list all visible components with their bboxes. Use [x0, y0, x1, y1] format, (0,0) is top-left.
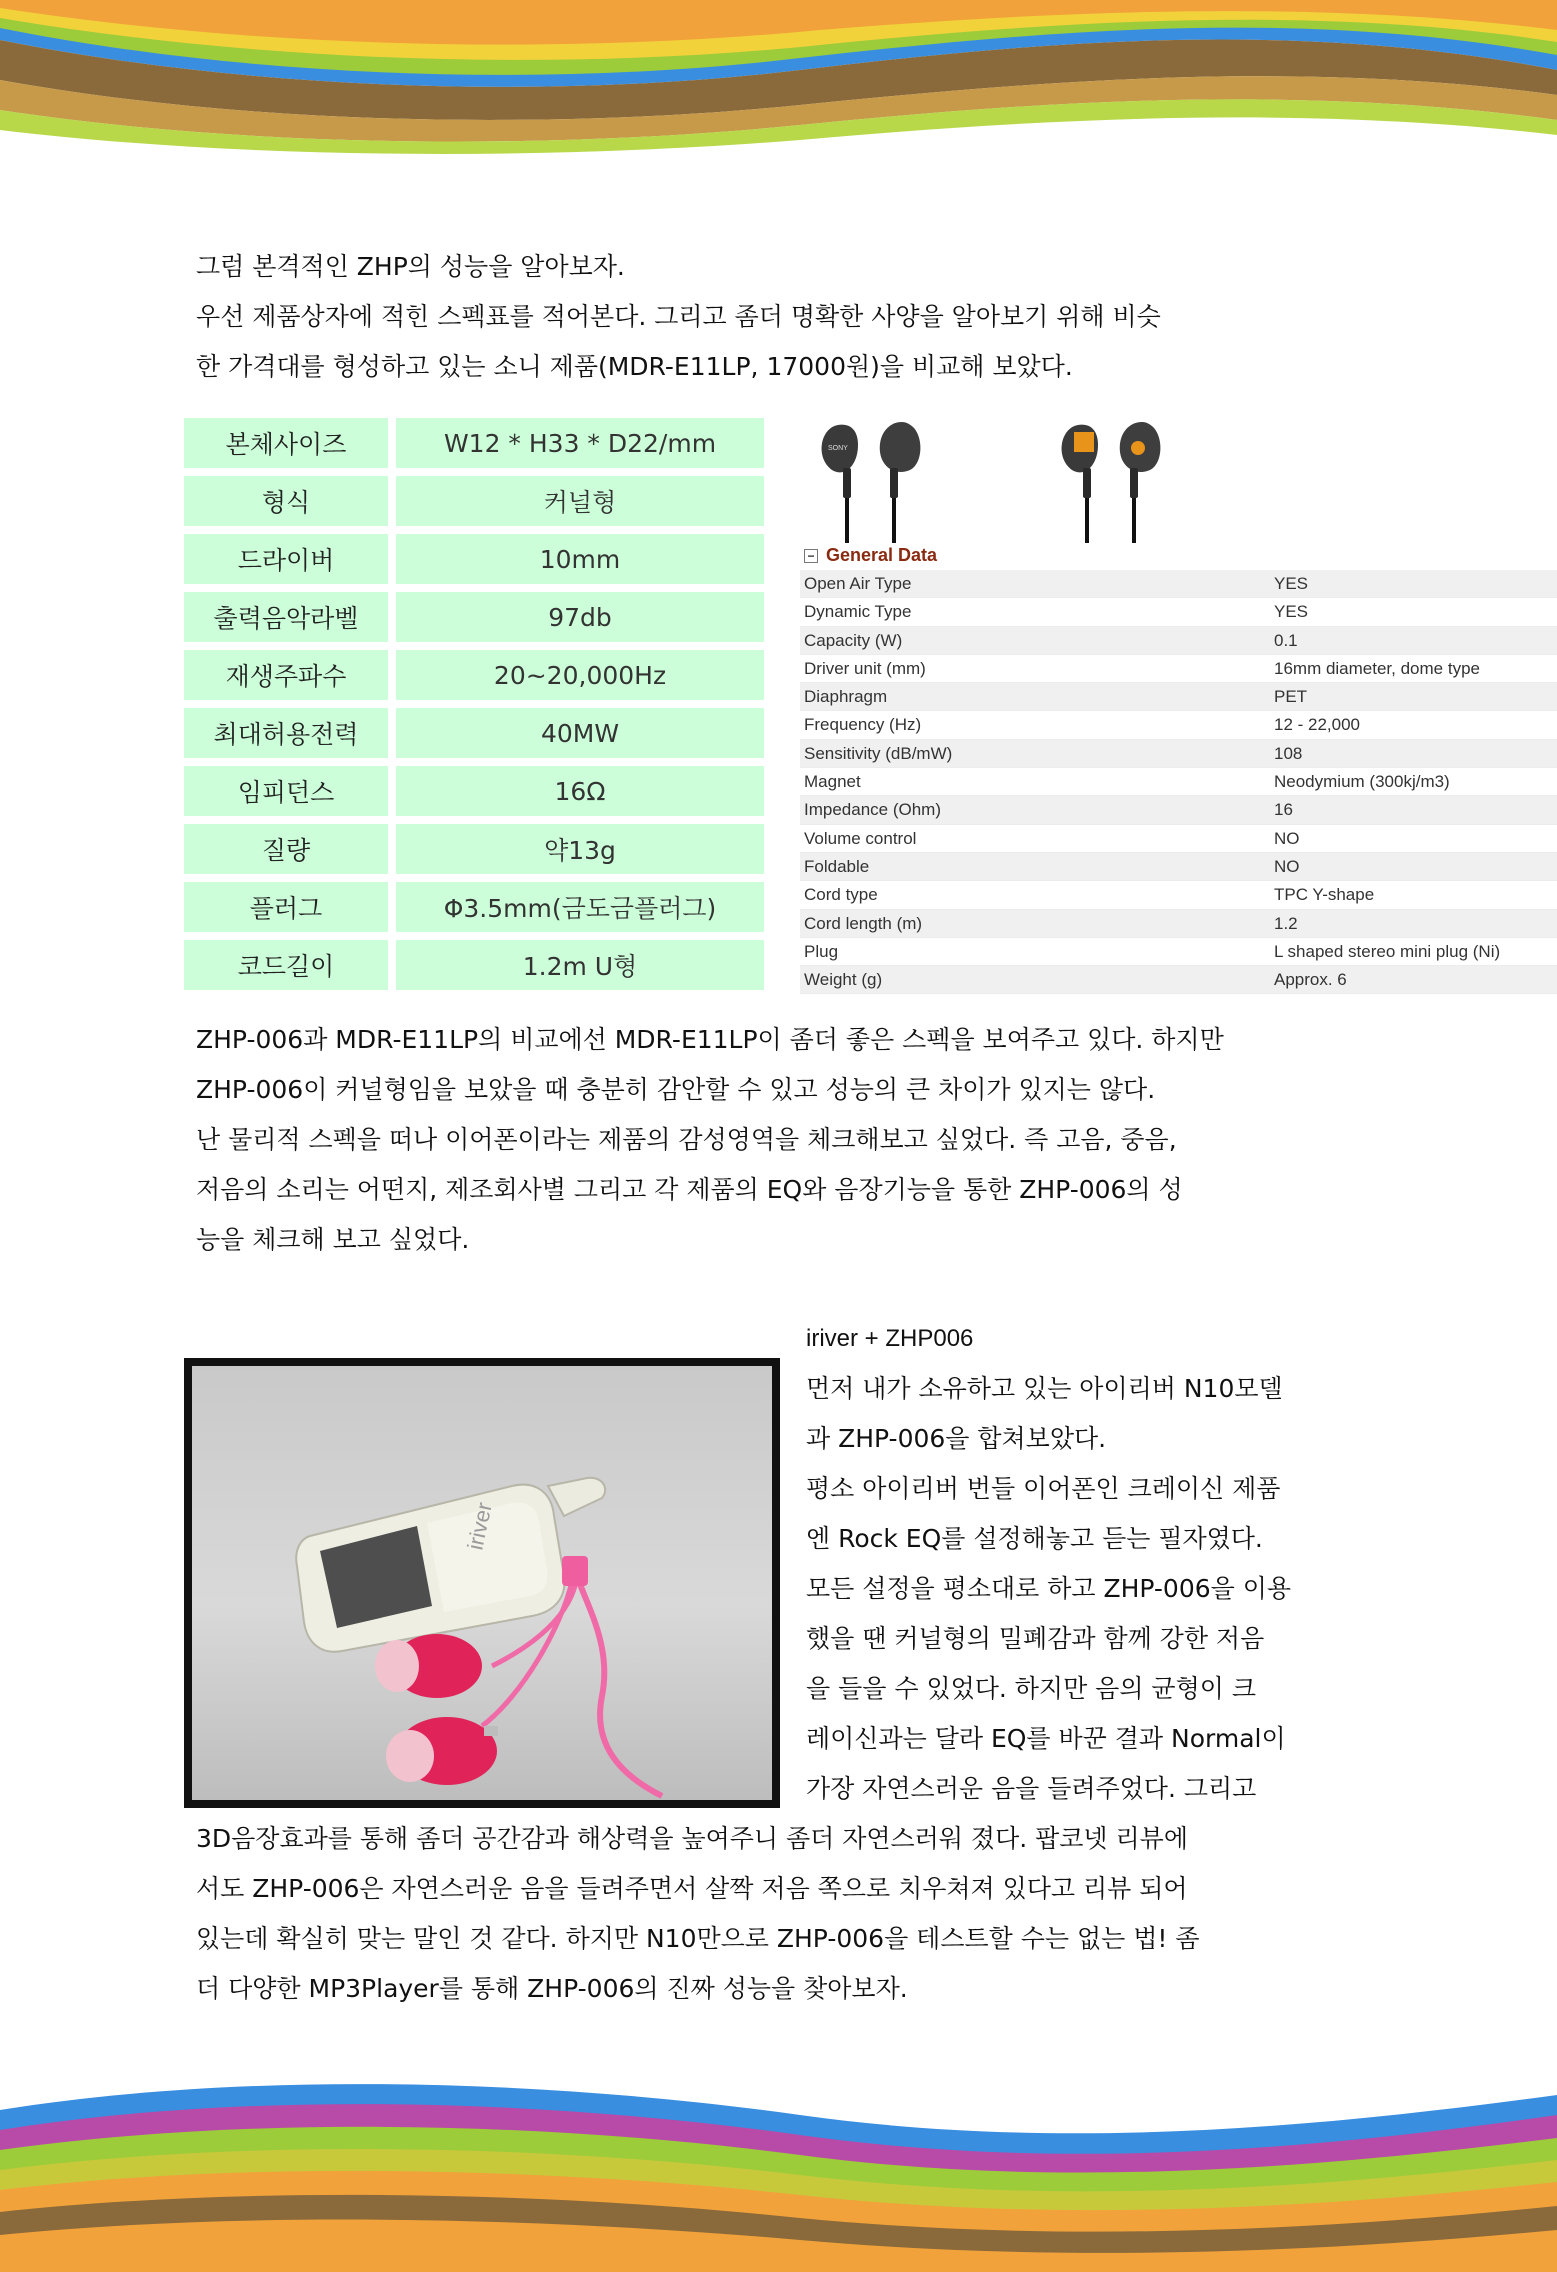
tail-line: 3D음장효과를 통해 좀더 공간감과 해상력을 높여주니 좀더 자연스러워 졌다. 팝코넷 리뷰에 — [196, 1824, 1188, 1853]
tail-line: 서도 ZHP-006은 자연스러운 음을 들려주면서 살짝 저음 쪽으로 치우쳐져 있다고 리뷰 되어 — [196, 1874, 1188, 1903]
bottom-wave-decoration — [0, 2070, 1557, 2272]
table-row — [800, 853, 1557, 881]
gd-label: Plug — [804, 941, 839, 961]
compare-line: ZHP-006과 MDR-E11LP의 비교에선 MDR-E11LP이 좀더 좋은 스펙을 보여주고 있다. 하지만 — [196, 1025, 1224, 1054]
side-line: 을 들을 수 있었다. 하지만 음의 균형이 크 — [806, 1674, 1256, 1703]
gd-label: Cord length (m) — [804, 913, 923, 933]
table-row — [800, 655, 1557, 683]
side-line: 엔 Rock EQ를 설정해놓고 듣는 필자였다. — [806, 1524, 1263, 1553]
table-row — [800, 938, 1557, 966]
general-data-header — [804, 545, 937, 566]
table-row — [800, 598, 1557, 626]
zhp-spec-table — [176, 410, 772, 998]
gd-value: YES — [1274, 602, 1309, 622]
side-line: 모든 설정을 평소대로 하고 ZHP-006을 이용 — [806, 1574, 1292, 1603]
intro-line: 그럼 본격적인 ZHP의 성능을 알아보자. — [196, 252, 625, 281]
spec-label: 형식 — [184, 476, 388, 526]
table-row — [184, 534, 764, 584]
table-row — [184, 708, 764, 758]
sony-earphones-image — [810, 410, 1270, 545]
spec-value: 약13g — [396, 824, 764, 874]
comparison-paragraph — [196, 1015, 1376, 1265]
spec-value: Φ3.5mm(금도금플러그) — [396, 882, 764, 932]
side-line: 과 ZHP-006을 합쳐보았다. — [806, 1424, 1107, 1453]
gd-label: Driver unit (mm) — [804, 658, 926, 678]
top-wave-decoration — [0, 0, 1557, 160]
table-row — [800, 683, 1557, 711]
gd-value: 0.1 — [1274, 630, 1298, 650]
side-line: 레이신과는 달라 EQ를 바꾼 결과 Normal이 — [806, 1724, 1286, 1753]
gd-value: NO — [1274, 856, 1300, 876]
gd-value: 12 - 22,000 — [1274, 715, 1361, 735]
table-row — [800, 627, 1557, 655]
table-row — [800, 881, 1557, 909]
table-row — [800, 740, 1557, 768]
compare-line: 난 물리적 스펙을 떠나 이어폰이라는 제품의 감성영역을 체크해보고 싶었다. 즉 고음, 중음, — [196, 1125, 1177, 1154]
intro-line: 우선 제품상자에 적힌 스펙표를 적어본다. 그리고 좀더 명확한 사양을 알아보기 위해 비슷 — [196, 302, 1161, 331]
spec-label: 코드길이 — [184, 940, 388, 990]
gd-label: Diaphragm — [804, 687, 888, 707]
gd-label: Capacity (W) — [804, 630, 903, 650]
spec-value: 10mm — [396, 534, 764, 584]
gd-value: PET — [1274, 687, 1308, 707]
collapse-toggle-icon[interactable]: − — [804, 549, 818, 563]
gd-label: Dynamic Type — [804, 602, 912, 622]
spec-value: W12 * H33 * D22/mm — [396, 418, 764, 468]
table-row — [800, 825, 1557, 853]
spec-label: 최대허용전력 — [184, 708, 388, 758]
sony-logo-text: SONY — [828, 445, 848, 452]
tail-line: 있는데 확실히 맞는 말인 것 같다. 하지만 N10만으로 ZHP-006을 테스트할 수는 없는 법! 좀 — [196, 1924, 1200, 1953]
gd-label: Foldable — [804, 856, 870, 876]
intro-paragraph — [196, 242, 1376, 392]
table-row — [800, 570, 1557, 598]
table-row — [184, 592, 764, 642]
side-line: 평소 아이리버 번들 이어폰인 크레이신 제품 — [806, 1474, 1281, 1503]
general-data-title: General Data — [826, 545, 938, 565]
table-row — [800, 966, 1557, 994]
table-row — [184, 418, 764, 468]
spec-label: 플러그 — [184, 882, 388, 932]
iriver-player-earphone-illustration — [192, 1366, 772, 1800]
table-row — [184, 940, 764, 990]
spec-label: 임피던스 — [184, 766, 388, 816]
gd-value: YES — [1274, 574, 1309, 593]
gd-value: 16 — [1274, 800, 1293, 820]
spec-value: 1.2m U형 — [396, 940, 764, 990]
table-row — [184, 650, 764, 700]
gd-value: L shaped stereo mini plug (Ni) — [1274, 941, 1501, 961]
spec-value: 16Ω — [396, 766, 764, 816]
spec-label: 출력음악라벨 — [184, 592, 388, 642]
gd-label: Open Air Type — [804, 574, 912, 593]
side-line: 가장 자연스러운 음을 들려주었다. 그리고 — [806, 1774, 1257, 1803]
general-data-table — [800, 570, 1557, 994]
gd-label: Weight (g) — [804, 970, 883, 990]
side-line: 했을 땐 커널형의 밀폐감과 함께 강한 저음 — [806, 1624, 1265, 1653]
gd-value: NO — [1274, 828, 1300, 848]
player-logo-text: iriver — [462, 1500, 497, 1553]
compare-line: 능을 체크해 보고 싶었다. — [196, 1225, 470, 1254]
gd-value: 1.2 — [1274, 913, 1298, 933]
spec-value: 97db — [396, 592, 764, 642]
spec-value: 40MW — [396, 708, 764, 758]
iriver-zhp006-photo — [184, 1358, 780, 1808]
compare-line: ZHP-006이 커널형임을 보았을 때 충분히 감안할 수 있고 성능의 큰 차이가 있지는 않다. — [196, 1075, 1156, 1104]
compare-line: 저음의 소리는 어떤지, 제조회사별 그리고 각 제품의 EQ와 음장기능을 통한 ZHP-006의 성 — [196, 1175, 1183, 1204]
spec-label: 본체사이즈 — [184, 418, 388, 468]
gd-label: Volume control — [804, 828, 917, 848]
gd-label: Impedance (Ohm) — [804, 800, 941, 820]
table-row — [800, 711, 1557, 739]
gd-label: Frequency (Hz) — [804, 715, 922, 735]
table-row — [184, 766, 764, 816]
section-title: iriver + ZHP006 — [806, 1325, 974, 1352]
spec-label: 질량 — [184, 824, 388, 874]
gd-value: Approx. 6 — [1274, 970, 1347, 990]
gd-label: Sensitivity (dB/mW) — [804, 743, 953, 763]
table-row — [184, 476, 764, 526]
tail-line: 더 다양한 MP3Player를 통해 ZHP-006의 진짜 성능을 찾아보자. — [196, 1974, 908, 2003]
iriver-section-tail — [196, 1814, 1376, 2014]
table-row — [800, 910, 1557, 938]
gd-value: 16mm diameter, dome type — [1274, 658, 1480, 678]
gd-value: 108 — [1274, 743, 1303, 763]
intro-line: 한 가격대를 형성하고 있는 소니 제품(MDR-E11LP, 17000원)을 비교해 보았다. — [196, 352, 1073, 381]
gd-label: Cord type — [804, 885, 878, 905]
gd-value: Neodymium (300kj/m3) — [1274, 772, 1450, 792]
iriver-section-side — [806, 1314, 1378, 1814]
spec-label: 재생주파수 — [184, 650, 388, 700]
spec-value: 20~20,000Hz — [396, 650, 764, 700]
spec-value: 커널형 — [396, 476, 764, 526]
side-line: 먼저 내가 소유하고 있는 아이리버 N10모델 — [806, 1374, 1283, 1403]
gd-value: TPC Y-shape — [1274, 885, 1375, 905]
spec-label: 드라이버 — [184, 534, 388, 584]
gd-label: Magnet — [804, 772, 861, 792]
table-row — [184, 882, 764, 932]
table-row — [800, 796, 1557, 824]
table-row — [800, 768, 1557, 796]
sony-spec-panel — [800, 410, 1557, 990]
table-row — [184, 824, 764, 874]
